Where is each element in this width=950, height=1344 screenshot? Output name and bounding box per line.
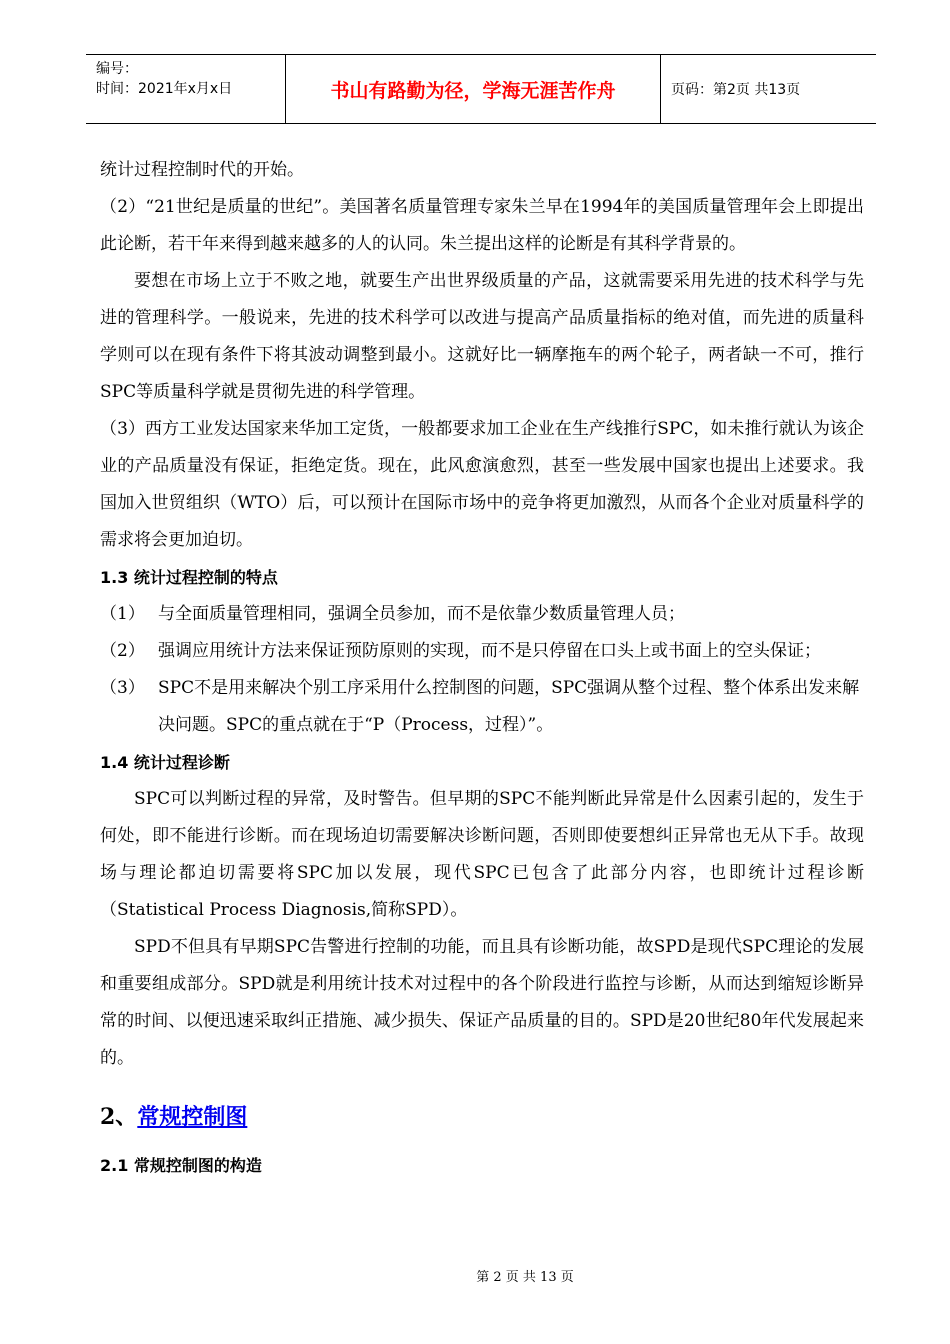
document-body xyxy=(100,152,864,1184)
paragraph: 要想在市场上立于不败之地，就要生产出世界级质量的产品，这就需要采用先进的技术科学与先进的管理科学。一般说来，先进的技术科学可以改进与提高产品质量指标的绝对值，而先进的质量科学则可以在现有条件下将其波动调整到最小。这就好比一辆摩拖车的两个轮子，两者缺一不可，推行SPC等质量科学就是贯彻先进的科学管理。 xyxy=(100,271,864,402)
list-text: 强调应用统计方法来保证预防原则的实现，而不是只停留在口头上或书面上的空头保证； xyxy=(158,641,821,661)
section-heading-1-3: 1.3 统计过程控制的特点 xyxy=(100,568,278,587)
section-heading-2-1: 2.1 常规控制图的构造 xyxy=(100,1156,262,1175)
chapter-title-link[interactable]: 常规控制图 xyxy=(137,1104,248,1130)
list-item xyxy=(100,633,864,670)
header-page-label: 页码：第2页 共13页 xyxy=(671,82,801,98)
page-header xyxy=(86,54,876,124)
list-item xyxy=(100,670,864,744)
time-label: 时间：2021年x月x日 xyxy=(96,81,233,97)
list-text: 与全面质量管理相同，强调全员参加，而不是依靠少数质量管理人员； xyxy=(158,604,685,624)
section-heading-1-4: 1.4 统计过程诊断 xyxy=(100,753,230,772)
list-number: （3） xyxy=(100,678,145,698)
list-text: SPC不是用来解决个别工序采用什么控制图的问题，SPC强调从整个过程、整个体系出发来解决问题。SPC的重点就在于“P（Process，过程）”。 xyxy=(158,678,860,735)
header-meta xyxy=(86,55,286,123)
header-motto: 书山有路勤为径，学海无涯苦作舟 xyxy=(286,55,661,123)
page-footer: 第 2 页 共 13 页 xyxy=(476,1270,574,1285)
chapter-heading-2 xyxy=(100,1097,864,1137)
chapter-number: 2、 xyxy=(100,1104,138,1130)
list-number: （1） xyxy=(100,604,145,624)
paragraph: SPD不但具有早期SPC告警进行控制的功能，而且具有诊断功能，故SPD是现代SPC理论的发展和重要组成部分。SPD就是利用统计技术对过程中的各个阶段进行监控与诊断，从而达到缩短诊断异常的时间、以便迅速采取纠正措施、减少损失、保证产品质量的目的。SPD是20世纪80年代发展起来的。 xyxy=(100,937,864,1068)
list-item xyxy=(100,596,864,633)
paragraph: SPC可以判断过程的异常，及时警告。但早期的SPC不能判断此异常是什么因素引起的，发生于何处，即不能进行诊断。而在现场迫切需要解决诊断问题，否则即使要想纠正异常也无从下手。故现场与理论都迫切需要将SPC加以发展，现代SPC已包含了此部分内容，也即统计过程诊断（Statistical Process Diagnosis,简称SPD）。 xyxy=(100,789,864,920)
paragraph: 统计过程控制时代的开始。 xyxy=(100,160,304,180)
paragraph: （2）“21世纪是质量的世纪”。美国著名质量管理专家朱兰早在1994年的美国质量管理年会上即提出此论断，若干年来得到越来越多的人的认同。朱兰提出这样的论断是有其科学背景的。 xyxy=(100,197,864,254)
number-label: 编号： xyxy=(96,61,138,77)
list-number: （2） xyxy=(100,641,145,661)
paragraph: （3）西方工业发达国家来华加工定货，一般都要求加工企业在生产线推行SPC，如未推行就认为该企业的产品质量没有保证，拒绝定货。现在，此风愈演愈烈，甚至一些发展中国家也提出上述要求。我国加入世贸组织（WTO）后，可以预计在国际市场中的竞争将更加激烈，从而各个企业对质量科学的需求将会更加迫切。 xyxy=(100,419,864,550)
